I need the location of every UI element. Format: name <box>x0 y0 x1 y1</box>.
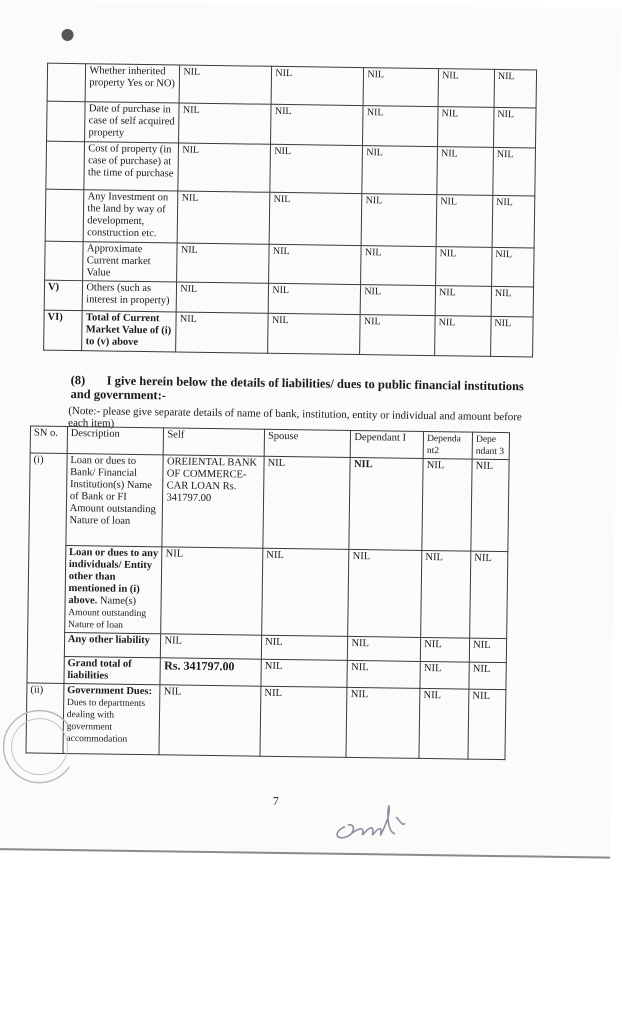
row-value: NIL <box>270 192 363 245</box>
other-liability-spouse: NIL <box>261 635 348 660</box>
loan-bank-self: OREIENTAL BANK OF COMMERCE-CAR LOAN Rs. 341797.00 <box>162 455 264 548</box>
loan-individual-desc-rest: Name(s) <box>97 595 137 607</box>
liabilities-table <box>25 425 510 760</box>
loan-individual-desc-bold: Loan or dues to any individuals/ Entity other than mentioned in (i) above. <box>68 547 159 607</box>
loan-individual-dependant-2: NIL <box>421 550 471 638</box>
section-number: (8) <box>70 373 86 388</box>
grand-total-self: Rs. 341797.00 <box>160 658 261 686</box>
government-dues-desc-small: Dues to departments dealing with government accommodation <box>66 698 146 745</box>
row-value: NIL <box>361 285 436 316</box>
row-value: NIL <box>180 65 272 104</box>
row-value: NIL <box>269 283 361 314</box>
loan-individual-dependant-3: NIL <box>470 551 508 639</box>
row-sno <box>46 141 85 190</box>
loan-individual-dependant-1: NIL <box>348 549 422 637</box>
table-row <box>45 189 535 248</box>
row-value: NIL <box>362 146 437 195</box>
row-description: Date of purchase in case of self acquired property <box>85 102 180 143</box>
row-value: NIL <box>494 69 537 108</box>
row-value: NIL <box>436 195 493 248</box>
table-row <box>46 141 536 196</box>
row-value: NIL <box>268 313 361 354</box>
header-dependant-3: Depe ndant 3 <box>472 432 509 460</box>
row-description: Approximate Current market Value <box>83 242 178 282</box>
row-sno <box>45 241 84 281</box>
row-value: NIL <box>435 316 491 357</box>
page-number: 7 <box>272 793 279 808</box>
row-value: NIL <box>269 244 361 284</box>
row-value: NIL <box>438 69 494 108</box>
row-value: NIL <box>177 243 269 283</box>
row-sno: VI) <box>44 310 83 351</box>
row-value: NIL <box>360 315 435 356</box>
government-dues-desc-bold: Government Dues: <box>67 685 153 698</box>
loan-bank-dependant-2: NIL <box>422 458 472 551</box>
grand-total-dependant-2: NIL <box>420 661 469 689</box>
loan-individual-description <box>64 545 162 633</box>
loan-bank-dependant-1: NIL <box>349 457 423 550</box>
header-self: Self <box>164 428 265 456</box>
row-description: Others (such as interest in property) <box>83 281 178 312</box>
row-value: NIL <box>436 247 492 287</box>
row-value: NIL <box>438 107 494 148</box>
government-dues-self: NIL <box>159 685 261 756</box>
row-value: NIL <box>178 191 271 244</box>
header-sno: SN o. <box>30 426 67 454</box>
row-value: NIL <box>178 143 271 192</box>
loan-bank-spouse: NIL <box>263 456 351 549</box>
grand-total-description: Grand total of liabilities <box>64 656 161 684</box>
other-liability-dependant-1: NIL <box>348 636 421 661</box>
row-value: NIL <box>272 66 364 105</box>
row-value: NIL <box>490 316 533 357</box>
row-sno: V) <box>44 280 83 311</box>
government-dues-description <box>63 683 161 754</box>
loan-individual-self: NIL <box>161 547 263 635</box>
other-liability-dependant-2: NIL <box>420 637 469 662</box>
row-value: NIL <box>363 68 438 107</box>
row-value: NIL <box>492 195 535 248</box>
row-value: NIL <box>270 144 363 193</box>
grand-total-dependant-3: NIL <box>469 662 506 690</box>
row-value: NIL <box>493 107 536 148</box>
loan-bank-description: Loan or dues to Bank/ Financial Institution(s) Name of Bank or FI Amount outstanding Nature of loan <box>66 453 164 546</box>
row-value: NIL <box>361 194 436 247</box>
row-value: NIL <box>271 104 364 145</box>
stamp-icon <box>0 700 70 791</box>
government-dues-spouse: NIL <box>260 686 347 757</box>
row-value: NIL <box>437 147 493 196</box>
government-dues-dependant-1: NIL <box>346 687 420 758</box>
row-sno <box>47 63 86 102</box>
row-sno <box>45 189 84 242</box>
row-ii-sno: (ii) <box>26 683 64 754</box>
section-8-note: (Note:- please give separate details of name of bank, institution, entity or individual and amount before each item) <box>68 404 522 430</box>
table-row <box>47 101 537 148</box>
row-value: NIL <box>177 282 269 313</box>
row-value: NIL <box>361 246 436 286</box>
government-dues-dependant-2: NIL <box>419 688 469 759</box>
table-row <box>26 683 506 760</box>
grand-total-spouse: NIL <box>261 659 348 687</box>
punch-hole <box>61 29 73 41</box>
table-row <box>28 545 508 639</box>
section-heading-text: I give herein below the details of liabilities/ dues to public financial institutions and government:- <box>70 373 524 403</box>
loan-bank-dependant-3: NIL <box>471 459 509 552</box>
row-description: Cost of property (in case of purchase) at the time of purchase <box>84 142 179 191</box>
row-value: NIL <box>435 286 491 317</box>
table-row <box>45 241 534 287</box>
row-description: Whether inherited property Yes or NO) <box>85 64 180 103</box>
row-description: Any Investment on the land by way of development, construction etc. <box>84 190 179 243</box>
signature-icon <box>330 797 421 844</box>
table-row <box>44 310 534 357</box>
row-description: Total of Current Market Value of (i) to (v) above <box>82 311 177 352</box>
row-value: NIL <box>179 103 272 144</box>
row-value: NIL <box>491 286 533 317</box>
header-dependant-2: Dependa nt2 <box>423 431 472 459</box>
row-value: NIL <box>493 147 536 196</box>
header-dependant-1: Dependant I <box>351 430 424 458</box>
row-value: NIL <box>176 312 269 353</box>
table-row <box>29 453 509 552</box>
loan-individual-spouse: NIL <box>262 548 350 636</box>
row-i-sno: (i) <box>27 453 67 683</box>
row-value: NIL <box>491 247 534 287</box>
property-details-table <box>43 63 537 358</box>
section-8-heading <box>70 373 530 407</box>
row-value: NIL <box>363 106 438 147</box>
government-dues-dependant-3: NIL <box>468 689 506 760</box>
other-liability-self: NIL <box>161 634 262 659</box>
other-liability-dependant-3: NIL <box>469 638 506 663</box>
loan-individual-desc-small: Amount outstanding Nature of loan <box>68 608 147 631</box>
grand-total-dependant-1: NIL <box>347 660 420 688</box>
header-spouse: Spouse <box>264 429 351 457</box>
other-liability-description: Any other liability <box>64 632 161 657</box>
header-description: Description <box>67 426 164 454</box>
row-sno <box>47 101 86 142</box>
